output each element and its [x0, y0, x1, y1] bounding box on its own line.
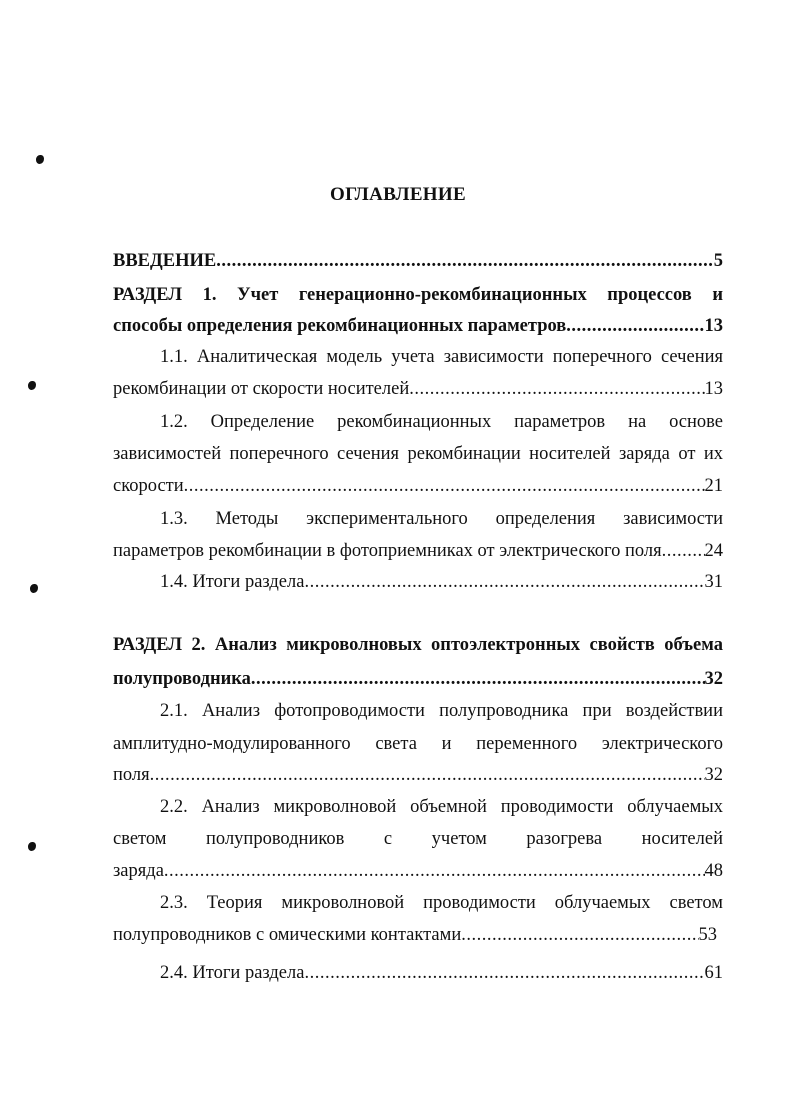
- dot-leader: [409, 378, 704, 400]
- toc-entry-label: заряда: [113, 861, 164, 881]
- toc-entry-2-2-cont[interactable]: светом полупроводников с учетом разогрева носителей: [113, 829, 723, 849]
- toc-page-number: 13: [704, 316, 723, 336]
- dot-leader: [150, 764, 705, 786]
- toc-section-heading[interactable]: РАЗДЕЛ 1. Учет генерационно-рекомбинационных процессов и: [113, 285, 723, 305]
- toc-entry-label: рекомбинации от скорости носителей: [113, 379, 410, 399]
- toc-entry-2-1-cont[interactable]: амплитудно-модулированного света и переменного электрического: [113, 734, 723, 754]
- toc-entry-2-3[interactable]: 2.3. Теория микроволновой проводимости облучаемых светом: [160, 893, 723, 913]
- toc-page-number: 21: [704, 476, 723, 496]
- toc-entry-1-4[interactable]: [160, 571, 723, 593]
- toc-entry-label: скорости: [113, 476, 184, 496]
- dot-leader: [251, 668, 705, 690]
- binder-mark: [28, 381, 36, 390]
- dot-leader: [184, 475, 705, 497]
- toc-entry-2-2-end[interactable]: [113, 860, 723, 882]
- toc-page-number: 32: [704, 669, 723, 689]
- dot-leader: [164, 860, 705, 882]
- toc-entry-1-3-end[interactable]: [113, 540, 723, 562]
- toc-entry-label: параметров рекомбинации в фотоприемниках от электрического поля: [113, 541, 662, 561]
- toc-section-heading-end[interactable]: [113, 668, 723, 690]
- toc-entry-label: поля: [113, 765, 150, 785]
- toc-entry-2-3-end[interactable]: [113, 924, 717, 946]
- binder-mark: [28, 842, 36, 851]
- toc-entry-2-1[interactable]: 2.1. Анализ фотопроводимости полупроводника при воздействии: [160, 701, 723, 721]
- toc-page-number: 13: [704, 379, 723, 399]
- toc-entry-2-2[interactable]: 2.2. Анализ микроволновой объемной проводимости облучаемых: [160, 797, 723, 817]
- dot-leader: [662, 540, 705, 562]
- toc-page-number: 48: [704, 861, 723, 881]
- toc-entry-label: способы определения рекомбинационных параметров: [113, 316, 567, 336]
- toc-entry-1-3[interactable]: 1.3. Методы экспериментального определения зависимости: [160, 509, 723, 529]
- binder-mark: [30, 584, 38, 593]
- toc-section-heading-end[interactable]: [113, 315, 723, 337]
- toc-page-number: 53: [698, 925, 717, 945]
- toc-page-number: 24: [704, 541, 723, 561]
- toc-entry-1-1[interactable]: 1.1. Аналитическая модель учета зависимости поперечного сечения: [160, 347, 723, 367]
- binder-mark: [36, 155, 44, 164]
- toc-entry-2-4[interactable]: [160, 962, 723, 984]
- page-title: ОГЛАВЛЕНИЕ: [330, 184, 466, 205]
- toc-entry-1-2-cont[interactable]: зависимостей поперечного сечения рекомбинации носителей заряда от их: [113, 444, 723, 464]
- dot-leader: [566, 315, 704, 337]
- toc-entry-1-2[interactable]: 1.2. Определение рекомбинационных параметров на основе: [160, 412, 723, 432]
- toc-section-heading[interactable]: РАЗДЕЛ 2. Анализ микроволновых оптоэлектронных свойств объема: [113, 635, 723, 655]
- toc-entry-label: 2.4. Итоги раздела: [160, 963, 305, 983]
- toc-entry-intro[interactable]: [113, 250, 723, 272]
- toc-entry-label: ВВЕДЕНИЕ: [113, 251, 217, 271]
- toc-entry-label: полупроводников с омическими контактами: [113, 925, 462, 945]
- toc-page-number: 32: [704, 765, 723, 785]
- toc-entry-1-2-end[interactable]: [113, 475, 723, 497]
- dot-leader: [461, 924, 698, 946]
- toc-page-number: 61: [704, 963, 723, 983]
- toc-entry-label: 1.4. Итоги раздела: [160, 572, 305, 592]
- dot-leader: [216, 250, 714, 272]
- dot-leader: [304, 962, 704, 984]
- toc-entry-1-1-end[interactable]: [113, 378, 723, 400]
- toc-entry-label: полупроводника: [113, 669, 251, 689]
- toc-entry-2-1-end[interactable]: [113, 764, 723, 786]
- dot-leader: [304, 571, 704, 593]
- toc-page-number: 5: [713, 251, 723, 271]
- toc-page-number: 31: [704, 572, 723, 592]
